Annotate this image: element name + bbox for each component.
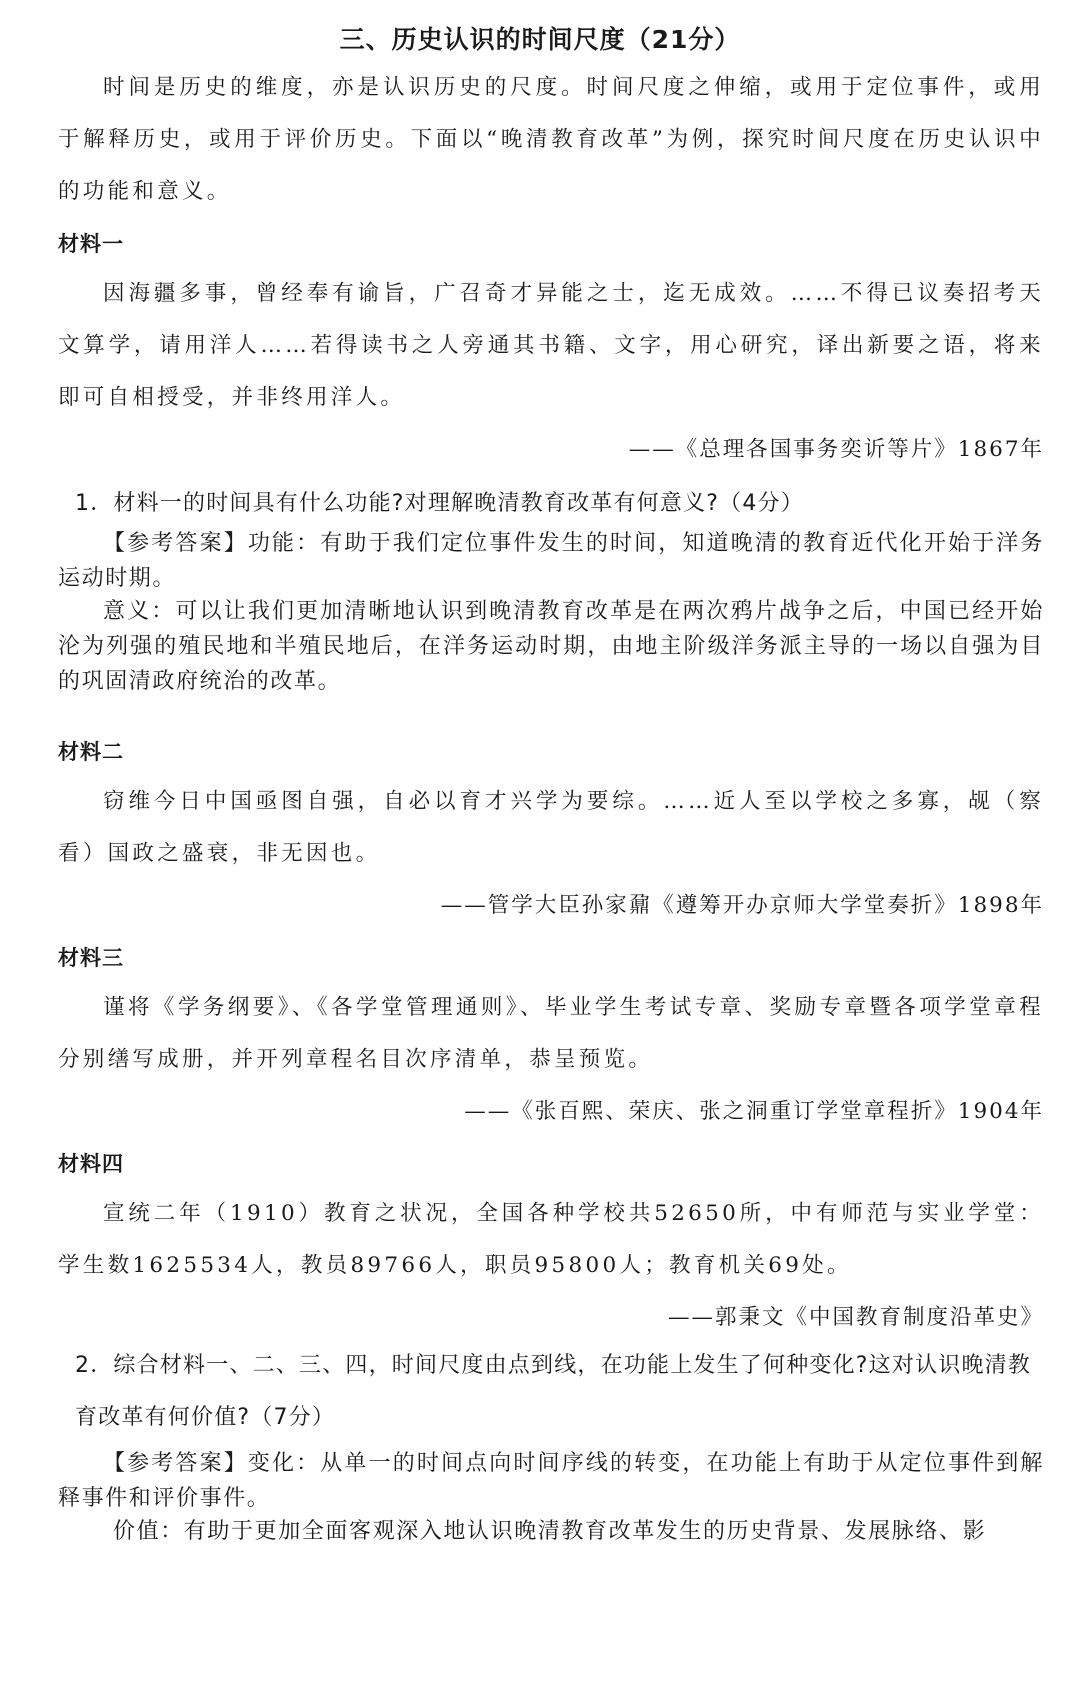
- material-1-source: ——《总理各国事务奕䜣等片》1867年: [628, 437, 1044, 462]
- material-1-text: 因海疆多事，曾经奉有谕旨，广召奇才异能之士，迄无成效。……不得已议奏招考天文算学，请用洋人……若得读书之人旁通其书籍、文字，用心研究，译出新要之语，将来即可自相授受，并非终用洋人。: [58, 281, 1044, 410]
- question-2-text: 2．综合材料一、二、三、四，时间尺度由点到线，在功能上发生了何种变化?这对认识晚清教育改革有何价值?（7分）: [75, 1353, 1032, 1430]
- answer-change-text: 变化：从单一的时间点向时间序线的转变，在功能上有助于从定位事件到解释事件和评价事件。: [58, 1451, 1044, 1511]
- answer-tag: 【参考答案】: [103, 1451, 248, 1476]
- question-1: 1．材料一的时间具有什么功能?对理解晚清教育改革有何意义?（4分）: [75, 491, 804, 516]
- material-4-source: ——郭秉文《中国教育制度沿革史》: [667, 1305, 1044, 1330]
- material-1-label: 材料一: [58, 232, 124, 256]
- material-3-label: 材料三: [58, 946, 124, 970]
- question-2-answer-change: [58, 1446, 1044, 1516]
- material-2-text: 窃维今日中国亟图自强，自必以育才兴学为要综。……近人至以学校之多寡，觇（察看）国政之盛衰，非无因也。: [58, 789, 1044, 866]
- material-3-source: ——《张百熙、荣庆、张之洞重订学堂章程折》1904年: [464, 1099, 1044, 1124]
- answer-tag: 【参考答案】: [103, 531, 248, 556]
- material-3-text: 谨将《学务纲要》、《各学堂管理通则》、毕业学生考试专章、奖励专章暨各项学堂章程分别缮写成册，并开列章程名目次序清单，恭呈预览。: [58, 995, 1044, 1072]
- material-2-source: ——管学大臣孙家鼐《遵筹开办京师大学堂奏折》1898年: [440, 893, 1044, 918]
- question-2-answer-value: 价值：有助于更加全面客观深入地认识晚清教育改革发生的历史背景、发展脉络、影: [113, 1519, 987, 1544]
- material-2-label: 材料二: [58, 740, 124, 764]
- material-4-text: 宣统二年（1910）教育之状况，全国各种学校共52650所，中有师范与实业学堂：学生数1625534人，教员89766人，职员95800人；教育机关69处。: [58, 1201, 1044, 1278]
- material-4-label: 材料四: [58, 1152, 124, 1176]
- question-2: [62, 1340, 1032, 1444]
- section-title: 三、历史认识的时间尺度（21分）: [339, 25, 741, 54]
- intro-paragraph: 时间是历史的维度，亦是认识历史的尺度。时间尺度之伸缩，或用于定位事件，或用于解释历史，或用于评价历史。下面以“晚清教育改革”为例，探究时间尺度在历史认识中的功能和意义。: [58, 75, 1044, 204]
- question-1-answer-meaning: 意义：可以让我们更加清晰地认识到晚清教育改革是在两次鸦片战争之后，中国已经开始沦为列强的殖民地和半殖民地后，在洋务运动时期，由地主阶级洋务派主导的一场以自强为目的巩固清政府统治的改革。: [58, 599, 1044, 694]
- answer-function-text: 功能：有助于我们定位事件发生的时间，知道晚清的教育近代化开始于洋务运动时期。: [58, 531, 1044, 591]
- question-1-answer-function: [58, 526, 1044, 596]
